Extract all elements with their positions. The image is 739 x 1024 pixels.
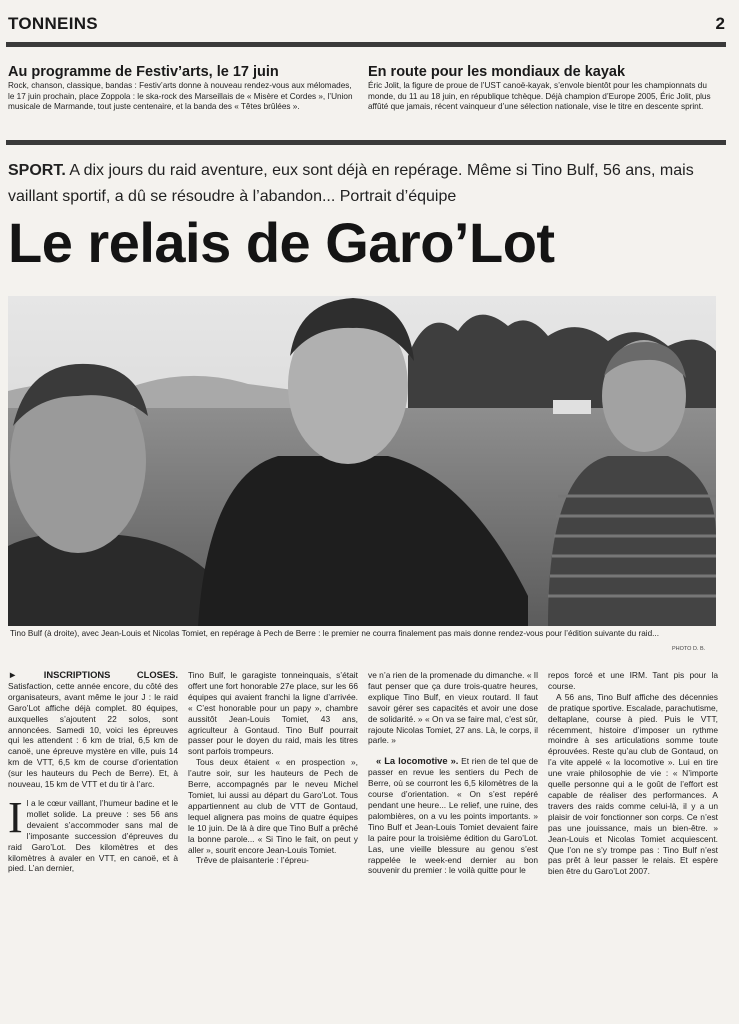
article-column-2 [188,670,358,1020]
drop-cap: I [8,792,23,842]
teaser-kayak [368,64,713,113]
photo-caption: Tino Bulf (à droite), avec Jean-Louis et Nicolas Tomiet, en repérage à Pech de Berre : le premier ne courra finalement pas mais donne rendez-vous pour l’édition suivante du raid... [10,629,659,638]
paragraph-text: Tous deux étaient « en prospection », l’autre soir, sur les hauteurs de Pech de Berre, accompagnés par le neveu Michel Tomiet, lui aussi au départ du Garo’Lot. Tous appartiennent au club de VTT de Gontaud, lequel alignera pas moins de quatre équipes le 10 juin. De là à dire que Tino Bulf a prêché la bonne parole... « Si Tino le fait, on peut y aller », sourit encore Jean-Louis Tomiet. [188,757,358,855]
kicker-label: SPORT. [8,162,66,179]
paragraph-text: ve n’a rien de la promenade du dimanche. « Il faut penser que ça dure trois-quatre heures, explique Tino Bulf, en vieux routard. Il faut savoir gérer ses capacités et avoir une dose de solidarité. » « On va se faire mal, c’est sûr, rajoute Nicolas Tomiet, 27 ans. Là, le corps, il parle. » [368,670,538,746]
column-subhead: ► INSCRIPTIONS CLOSES. [8,670,178,680]
locomotive-subhead: « La locomotive ». [376,755,459,767]
teaser-rule [6,140,726,145]
paragraph-text: repos forcé et une IRM. Tant pis pour la course. [548,670,718,691]
paragraph-text: Trêve de plaisanterie : l’épreu- [196,855,309,866]
article-photo [8,296,716,626]
page-number: 2 [715,14,725,33]
teaser-title: En route pour les mondiaux de kayak [368,64,626,80]
section-name: TONNEINS [8,14,98,33]
inscriptions-subhead: INSCRIPTIONS CLOSES. [43,670,178,680]
article-column-4 [548,670,718,1020]
photo-credit: PHOTO D. B. [672,646,706,652]
kicker-text: A dix jours du raid aventure, eux sont déjà en repérage. Même si Tino Bulf, 56 ans, mais vaillant sportif, a dû se résoudre à l’abandon... Portrait d’équipe [8,162,694,205]
paragraph-text: Et rien de tel que de passer en revue les sentiers du Pech de Berre, où se courront les 6,5 kilomètres de la course d’orientation. « On s’est repéré pendant une heure... Le relief, une ruine, des palombières, on a vu les points importants. » Tino Bulf et Jean-Louis Tomiet devaient faire la paire pour la troisième édition du Garo’Lot. Las, une vieille blessure au genou s’est rappelée le week-end dernier au bon souvenir du premier : le voilà quitte pour le [368,756,538,876]
article-column-3 [368,670,538,1020]
article-kicker [8,158,720,210]
teaser-text: Rock, chanson, classique, bandas : Festiv’arts donne à nouveau rendez-vous aux mélomades, le 17 juin prochain, place Zoppola : le ska-rock des Marseillais de « Misère et Cordes », l’Union musicale de Marmande, tout juste centenaire, et la banda des « Têtes brûlées ». [8,81,353,112]
column-paragraph [8,670,178,790]
paragraph-text: A 56 ans, Tino Bulf affiche des décennies de pratique sportive. Escalade, parachutisme, deltaplane, course à pied. Puis le VTT, récemment, histoire d’imposer un rythme moindre à ses articulations somme toute éprouvées. Reste qu’au club de Gontaud, on l’a vite appelé « la locomotive ». Lui en tire une vraie philosophie de vie : « N’importe quelle personne qui a le goût de l’effort est capable de réaliser des performances. A travers des raids comme celui-là, il y a un plaisir de voir fonctionner son corps. Ce n’est pas une jouissance, mais un bien-être. » Jean-Louis et Nicolas Tomiet acquiescent. Que l’on ne s’y trompe pas : Tino Bulf n’est pas prêt à leur passer le relais. Et espère bien être du Garo’Lot 2007. [548,691,718,877]
article-headline: Le relais de Garo’Lot [8,211,555,274]
paragraph-text: Tino Bulf, le garagiste tonneinquais, s’était offert une fort honorable 27e place, sur les 66 équipes qui avaient franchi la ligne d’arrivée. « C’est honorable pour un papy », chambre aussitôt Jean-Louis Tomiet, 43 ans, agriculteur à Gontaud. Tino Bulf pourrait passer pour le doyen du raid, mais les titres sont parfois trompeurs. [188,670,358,757]
teaser-festivarts [8,64,353,113]
column-paragraph-lead [8,792,178,874]
paragraph-text: Satisfaction, cette année encore, du côté des organisateurs, avant même le jour J : le raid Garo’Lot affiche déjà complet. 80 équipes, auxquelles s’ajoutent 22 solos, sont annoncées. Samedi 10, voici les épreuves qui les attendent : 6 km de trial, 6,5 km de canoë, une épreuve mystère en ville, puis 14 km de VTT, 6,5 km de course d’orientation (sur les hauteurs du Pech de Berre). Et, à nouveau, 15 km de VTT et du tir à l’arc. [8,680,178,790]
teaser-text: Éric Jolit, la figure de proue de l’UST canoë-kayak, s’envole bientôt pour les championnats du monde, du 11 au 18 juin, en république tchèque. Déjà champion d’Europe 2005, Éric Jolit, plus affûté que jamais, récent vainqueur d’une sélection nationale, vise le titre en descente sprint. [368,81,711,112]
photo-illustration [8,296,716,626]
paragraph-text: l a le cœur vaillant, l’humeur badine et le mollet solide. La preuve : ses 56 ans devaient s’accommoder sans mal de l’imposante succession d’épreuves du raid Garo’Lot. Des kilomètres et des kilomètres à avaler en VTT, en canoë, et à pied. L’an dernier, [8,797,178,874]
header-rule [6,42,726,47]
column-paragraph [368,756,538,876]
teaser-title: Au programme de Festiv’arts, le 17 juin [8,64,279,80]
article-column-1 [8,670,178,1020]
